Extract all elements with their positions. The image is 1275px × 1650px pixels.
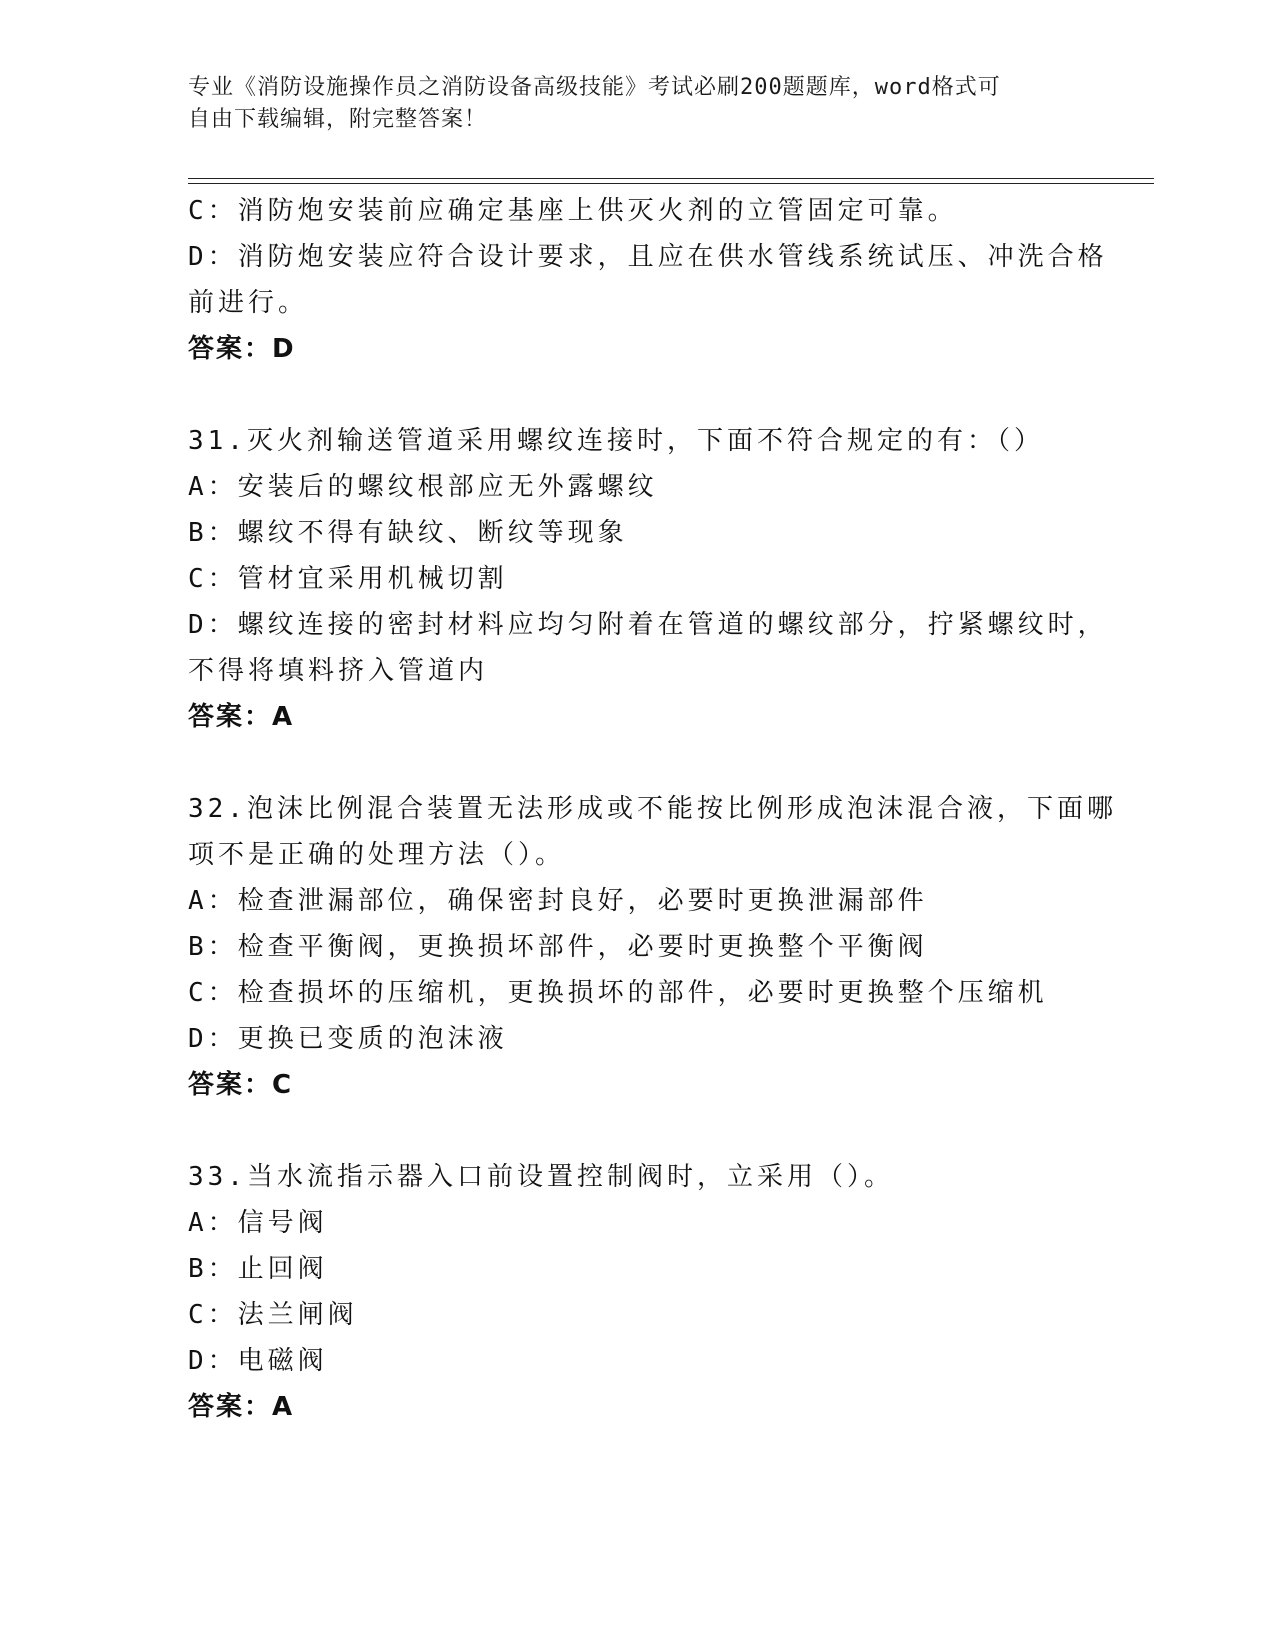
- document-body: [188, 188, 1117, 1430]
- option-c: C：管材宜采用机械切割: [188, 564, 508, 594]
- spacer: [188, 740, 1078, 786]
- option-d-line-2: 不得将填料挤入管道内: [188, 656, 489, 686]
- option-c: C：检查损坏的压缩机，更换损坏的部件，必要时更换整个压缩机: [188, 978, 1048, 1008]
- header-divider-top: [188, 178, 1154, 179]
- question-stem: 31.灭火剂输送管道采用螺纹连接时，下面不符合规定的有：（）: [188, 426, 1044, 456]
- option-b: B：检查平衡阀，更换损坏部件，必要时更换整个平衡阀: [188, 932, 928, 962]
- spacer: [188, 372, 1078, 418]
- option-d: D：更换已变质的泡沫液: [188, 1024, 508, 1054]
- header-title-line-2: 自由下载编辑，附完整答案！: [188, 107, 488, 132]
- option-a: A：安装后的螺纹根部应无外露螺纹: [188, 472, 658, 502]
- answer-line: 答案：A: [188, 702, 295, 732]
- question-stem-line-2: 项不是正确的处理方法（）。: [188, 840, 566, 870]
- option-a: A：检查泄漏部位，确保密封良好，必要时更换泄漏部件: [188, 886, 928, 916]
- option-d-line-1: D：消防炮安装应符合设计要求，且应在供水管线系统试压、冲洗合格: [188, 242, 1108, 272]
- option-d-line-1: D：螺纹连接的密封材料应均匀附着在管道的螺纹部分，拧紧螺纹时，: [188, 610, 1108, 640]
- spacer: [188, 1108, 1078, 1154]
- answer-line: 答案：A: [188, 1392, 295, 1422]
- header-title-line-1: 专业《消防设施操作员之消防设备高级技能》考试必刷200题题库，word格式可: [188, 75, 1001, 100]
- option-b: B：止回阀: [188, 1254, 328, 1284]
- question-31: [188, 418, 1108, 740]
- option-b: B：螺纹不得有缺纹、断纹等现象: [188, 518, 628, 548]
- answer-line: 答案：C: [188, 1070, 294, 1100]
- option-c: C：法兰闸阀: [188, 1300, 358, 1330]
- question-stem-line-1: 32.泡沫比例混合装置无法形成或不能按比例形成泡沫混合液，下面哪: [188, 794, 1117, 824]
- question-32: [188, 786, 1117, 1108]
- option-d-line-2: 前进行。: [188, 288, 309, 318]
- option-c: C：消防炮安装前应确定基座上供灭火剂的立管固定可靠。: [188, 196, 958, 226]
- question-continuation: [188, 188, 1108, 372]
- question-33: [188, 1154, 1078, 1430]
- question-stem: 33.当水流指示器入口前设置控制阀时，立采用（）。: [188, 1162, 894, 1192]
- header-divider-bottom: [188, 183, 1154, 184]
- answer-line: 答案：D: [188, 334, 296, 364]
- option-d: D：电磁阀: [188, 1346, 328, 1376]
- page-header: [188, 72, 1068, 136]
- option-a: A：信号阀: [188, 1208, 328, 1238]
